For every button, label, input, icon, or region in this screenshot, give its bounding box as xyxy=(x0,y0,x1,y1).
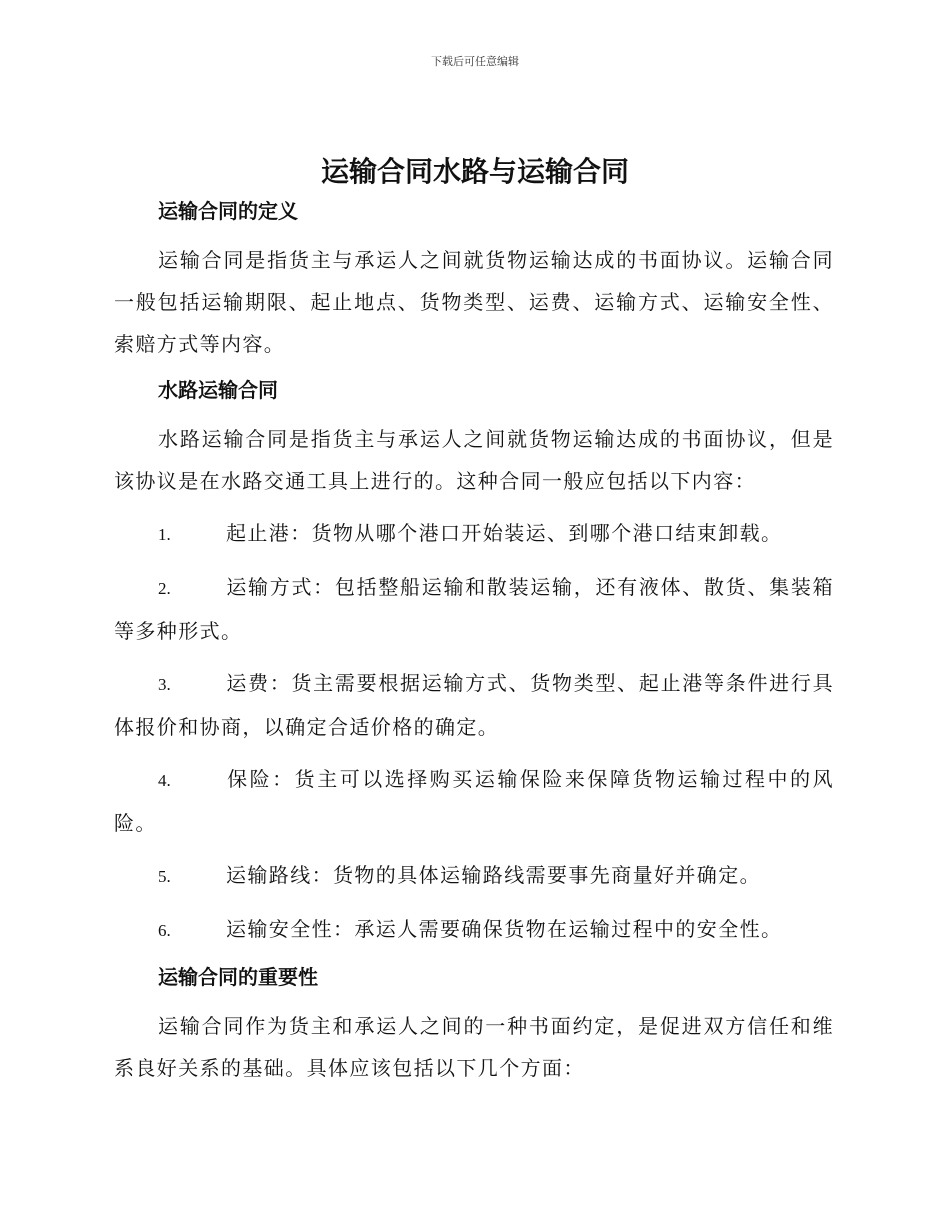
paragraph-definition: 运输合同是指货主与承运人之间就货物运输达成的书面协议。运输合同一般包括运输期限、起止地点、货物类型、运费、运输方式、运输安全性、索赔方式等内容。 xyxy=(114,248,834,356)
list-item xyxy=(114,758,834,844)
list-item-text: 运输路线：货物的具体运输路线需要事先商量好并确定。 xyxy=(226,863,761,887)
list-item-number: 6. xyxy=(158,921,171,940)
paragraph-waterway: 水路运输合同是指货主与承运人之间就货物运输达成的书面协议，但是该协议是在水路交通工具上进行的。这种合同一般应包括以下内容： xyxy=(114,427,834,493)
paragraph-importance: 运输合同作为货主和承运人之间的一种书面约定，是促进双方信任和维系良好关系的基础。具体应该包括以下几个方面： xyxy=(114,1014,834,1080)
section-heading-waterway: 水路运输合同 xyxy=(158,378,278,402)
list-item xyxy=(114,566,834,652)
list-item xyxy=(114,854,834,898)
document-title: 运输合同水路与运输合同 xyxy=(320,155,629,188)
list-item-number: 2. xyxy=(158,579,171,598)
list-item xyxy=(114,512,834,556)
list-item xyxy=(114,908,834,952)
list-item-number: 1. xyxy=(158,525,171,544)
list-item-text: 运输方式：包括整船运输和散装运输，还有液体、散货、集装箱等多种形式。 xyxy=(114,575,834,643)
list-item-number: 3. xyxy=(158,675,171,694)
list-item-text: 保险：货主可以选择购买运输保险来保障货物运输过程中的风险。 xyxy=(114,767,834,835)
list-item-number: 4. xyxy=(158,771,171,790)
list-item-text: 起止港：货物从哪个港口开始装运、到哪个港口结束卸载。 xyxy=(226,521,783,545)
page-header-note: 下载后可任意编辑 xyxy=(431,55,519,68)
list-item xyxy=(114,662,834,748)
list-item-text: 运输安全性：承运人需要确保货物在运输过程中的安全性。 xyxy=(226,917,783,941)
list-item-number: 5. xyxy=(158,867,171,886)
list-item-text: 运费：货主需要根据运输方式、货物类型、起止港等条件进行具体报价和协商，以确定合适价格的确定。 xyxy=(114,671,834,739)
document-body xyxy=(114,196,834,1089)
section-heading-definition: 运输合同的定义 xyxy=(158,199,298,223)
section-heading-importance: 运输合同的重要性 xyxy=(158,965,318,989)
